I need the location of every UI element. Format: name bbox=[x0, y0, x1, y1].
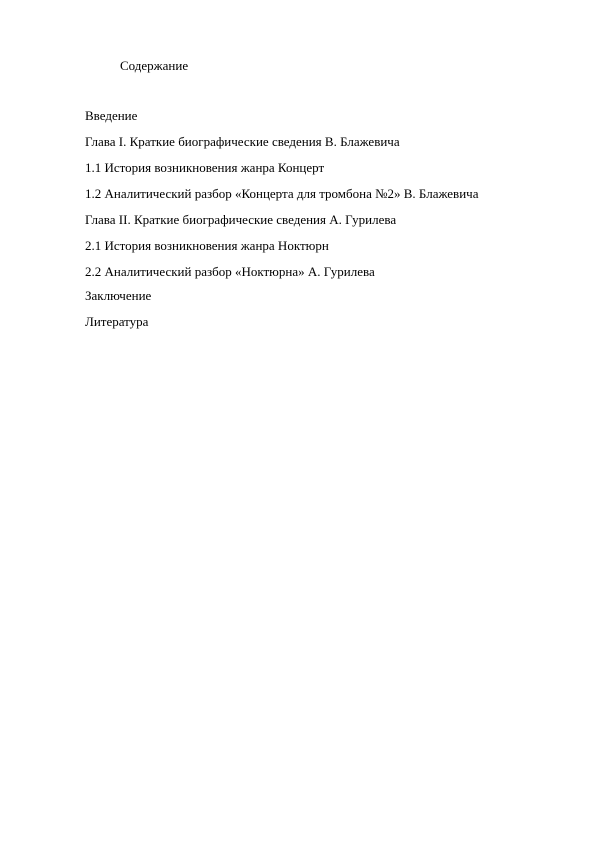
toc-entry-literature: Литература bbox=[85, 314, 149, 329]
toc-entry-section-1-2: 1.2 Аналитический разбор «Концерта для тромбона №2» В. Блажевича bbox=[85, 186, 479, 201]
toc-entry-introduction: Введение bbox=[85, 108, 138, 123]
toc-entry-section-1-1: 1.1 История возникновения жанра Концерт bbox=[85, 160, 325, 175]
toc-heading: Содержание bbox=[120, 58, 189, 73]
toc-entry-section-2-2: 2.2 Аналитический разбор «Ноктюрна» А. Гурилева bbox=[85, 264, 375, 279]
table-of-contents bbox=[85, 108, 478, 340]
toc-entry-section-2-1: 2.1 История возникновения жанра Ноктюрн bbox=[85, 238, 329, 253]
toc-entry-chapter-1: Глава I. Краткие биографические сведения В. Блажевича bbox=[85, 134, 400, 149]
toc-entry-conclusion: Заключение bbox=[85, 288, 152, 303]
toc-entry-chapter-2: Глава II. Краткие биографические сведения А. Гурилева bbox=[85, 212, 397, 227]
